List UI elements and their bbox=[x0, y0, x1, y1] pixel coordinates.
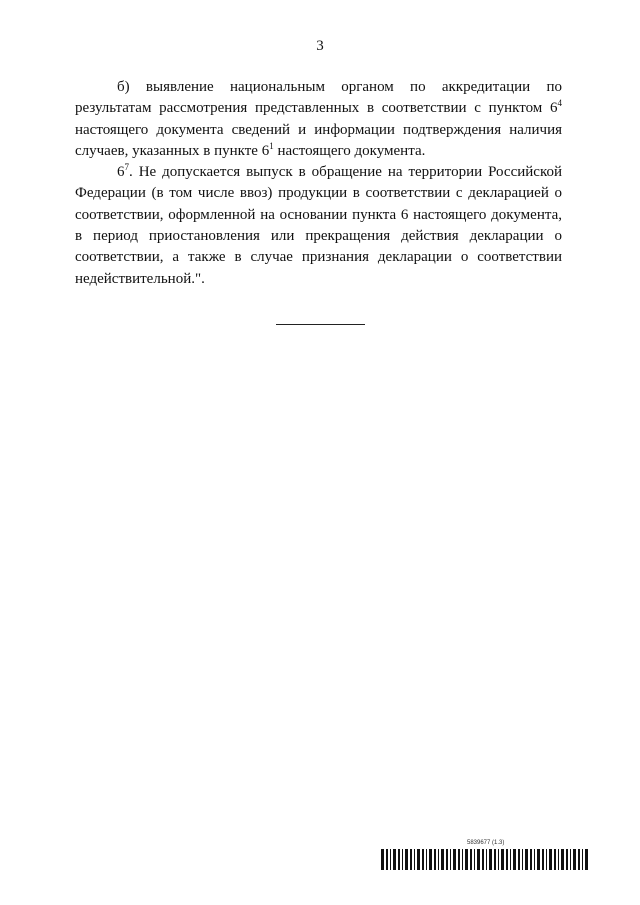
page-number: 3 bbox=[316, 38, 324, 54]
paragraph-b-text-end: настоящего документа. bbox=[273, 142, 426, 159]
superscript: 4 bbox=[557, 98, 562, 109]
document-body bbox=[75, 77, 562, 290]
paragraph-b bbox=[75, 77, 562, 162]
superscript: 1 bbox=[269, 140, 274, 151]
separator-line bbox=[276, 324, 365, 325]
paragraph-6-7 bbox=[75, 162, 562, 290]
superscript: 7 bbox=[124, 162, 129, 173]
paragraph-b-text-start: б) выявление национальным органом по аккредитации по результатам рассмотрения представленных в соответствии с пунктом 6 bbox=[75, 79, 562, 117]
paragraph-number: 6 bbox=[117, 164, 125, 181]
paragraph-b-text-middle: настоящего документа сведений и информации подтверждения наличия случаев, указанных в пункте 6 bbox=[75, 121, 562, 159]
paragraph-6-7-text: . Не допускается выпуск в обращение на территории Российской Федерации (в том числе ввоз) продукции в соответствии с декларацией о соответствии, оформленной на основании пункта 6 настоящего документа, в период приостановления или прекращения действия декларации о соответствии, а также в случае признания декларации о соответствии недействительной.". bbox=[75, 164, 562, 287]
barcode-label: 5839677 (1.3) bbox=[467, 840, 505, 846]
barcode bbox=[381, 849, 588, 870]
